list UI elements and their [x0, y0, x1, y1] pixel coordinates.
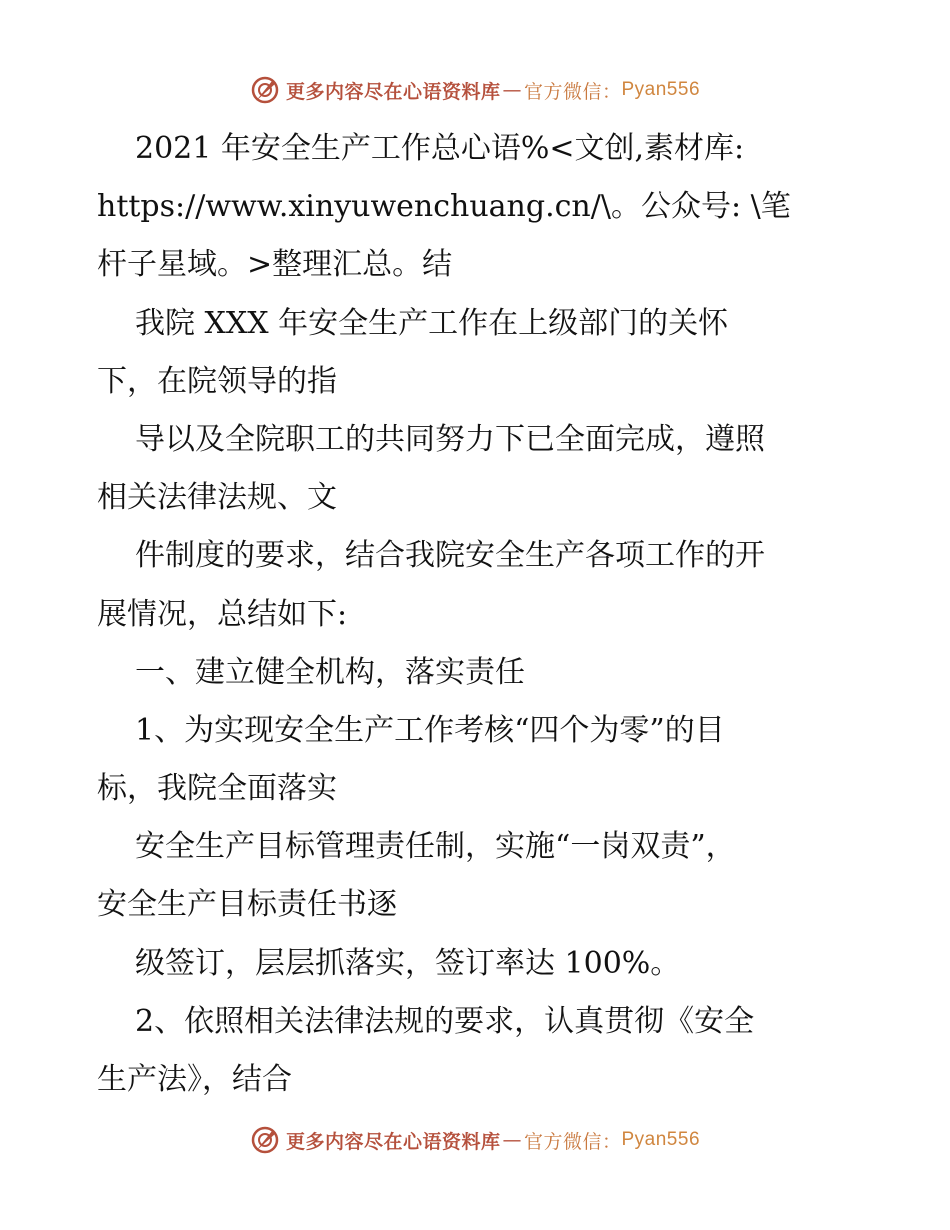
text-line: 安全生产目标责任书逐: [97, 887, 397, 923]
text-line: https://www.xinyuwenchuang.cn/\。公众号: \笔: [97, 189, 791, 225]
text-line: 导以及全院职工的共同努力下已全面完成，遵照: [135, 421, 765, 457]
banner-dash: —: [502, 1129, 522, 1151]
logo-icon: [250, 75, 280, 105]
document-body: [97, 120, 857, 1109]
banner-wechat-id: Pyan556: [621, 79, 701, 100]
text-line: 件制度的要求，结合我院安全生产各项工作的开: [135, 538, 765, 574]
logo-icon: [250, 1125, 280, 1155]
text-line: 下，在院领导的指: [97, 363, 337, 399]
text-line: 标，我院全面落实: [97, 771, 337, 807]
footer-banner: [0, 1118, 950, 1162]
banner-title: 更多内容尽在心语资料库: [285, 1130, 501, 1153]
text-line: 展情况，总结如下:: [97, 596, 348, 632]
banner-title: 更多内容尽在心语资料库: [285, 80, 501, 103]
banner-wechat-id: Pyan556: [621, 1129, 701, 1150]
text-line: 杆子星域。>整理汇总。结: [97, 247, 453, 283]
header-banner: [0, 68, 950, 112]
text-line: 生产法》，结合: [97, 1062, 292, 1097]
banner-dash: —: [502, 79, 522, 101]
text-line: 安全生产目标管理责任制，实施“一岗双责”，: [135, 829, 736, 865]
text-line: 1、为实现安全生产工作考核“四个为零”的目: [135, 712, 725, 748]
banner-wechat-label: 官方微信：: [523, 1130, 622, 1153]
text-line: 2021 年安全生产工作总心语%<文创,素材库:: [135, 131, 745, 166]
banner-wechat-label: 官方微信：: [523, 80, 622, 103]
text-line: 我院 XXX 年安全生产工作在上级部门的关怀: [135, 305, 729, 341]
text-line: 2、依照相关法律法规的要求，认真贯彻《安全: [135, 1003, 755, 1039]
text-line: 一、建立健全机构，落实责任: [135, 654, 525, 690]
text-line: 级签订，层层抓落实，签订率达 100%。: [135, 945, 681, 981]
text-line: 相关法律法规、文: [97, 480, 337, 516]
